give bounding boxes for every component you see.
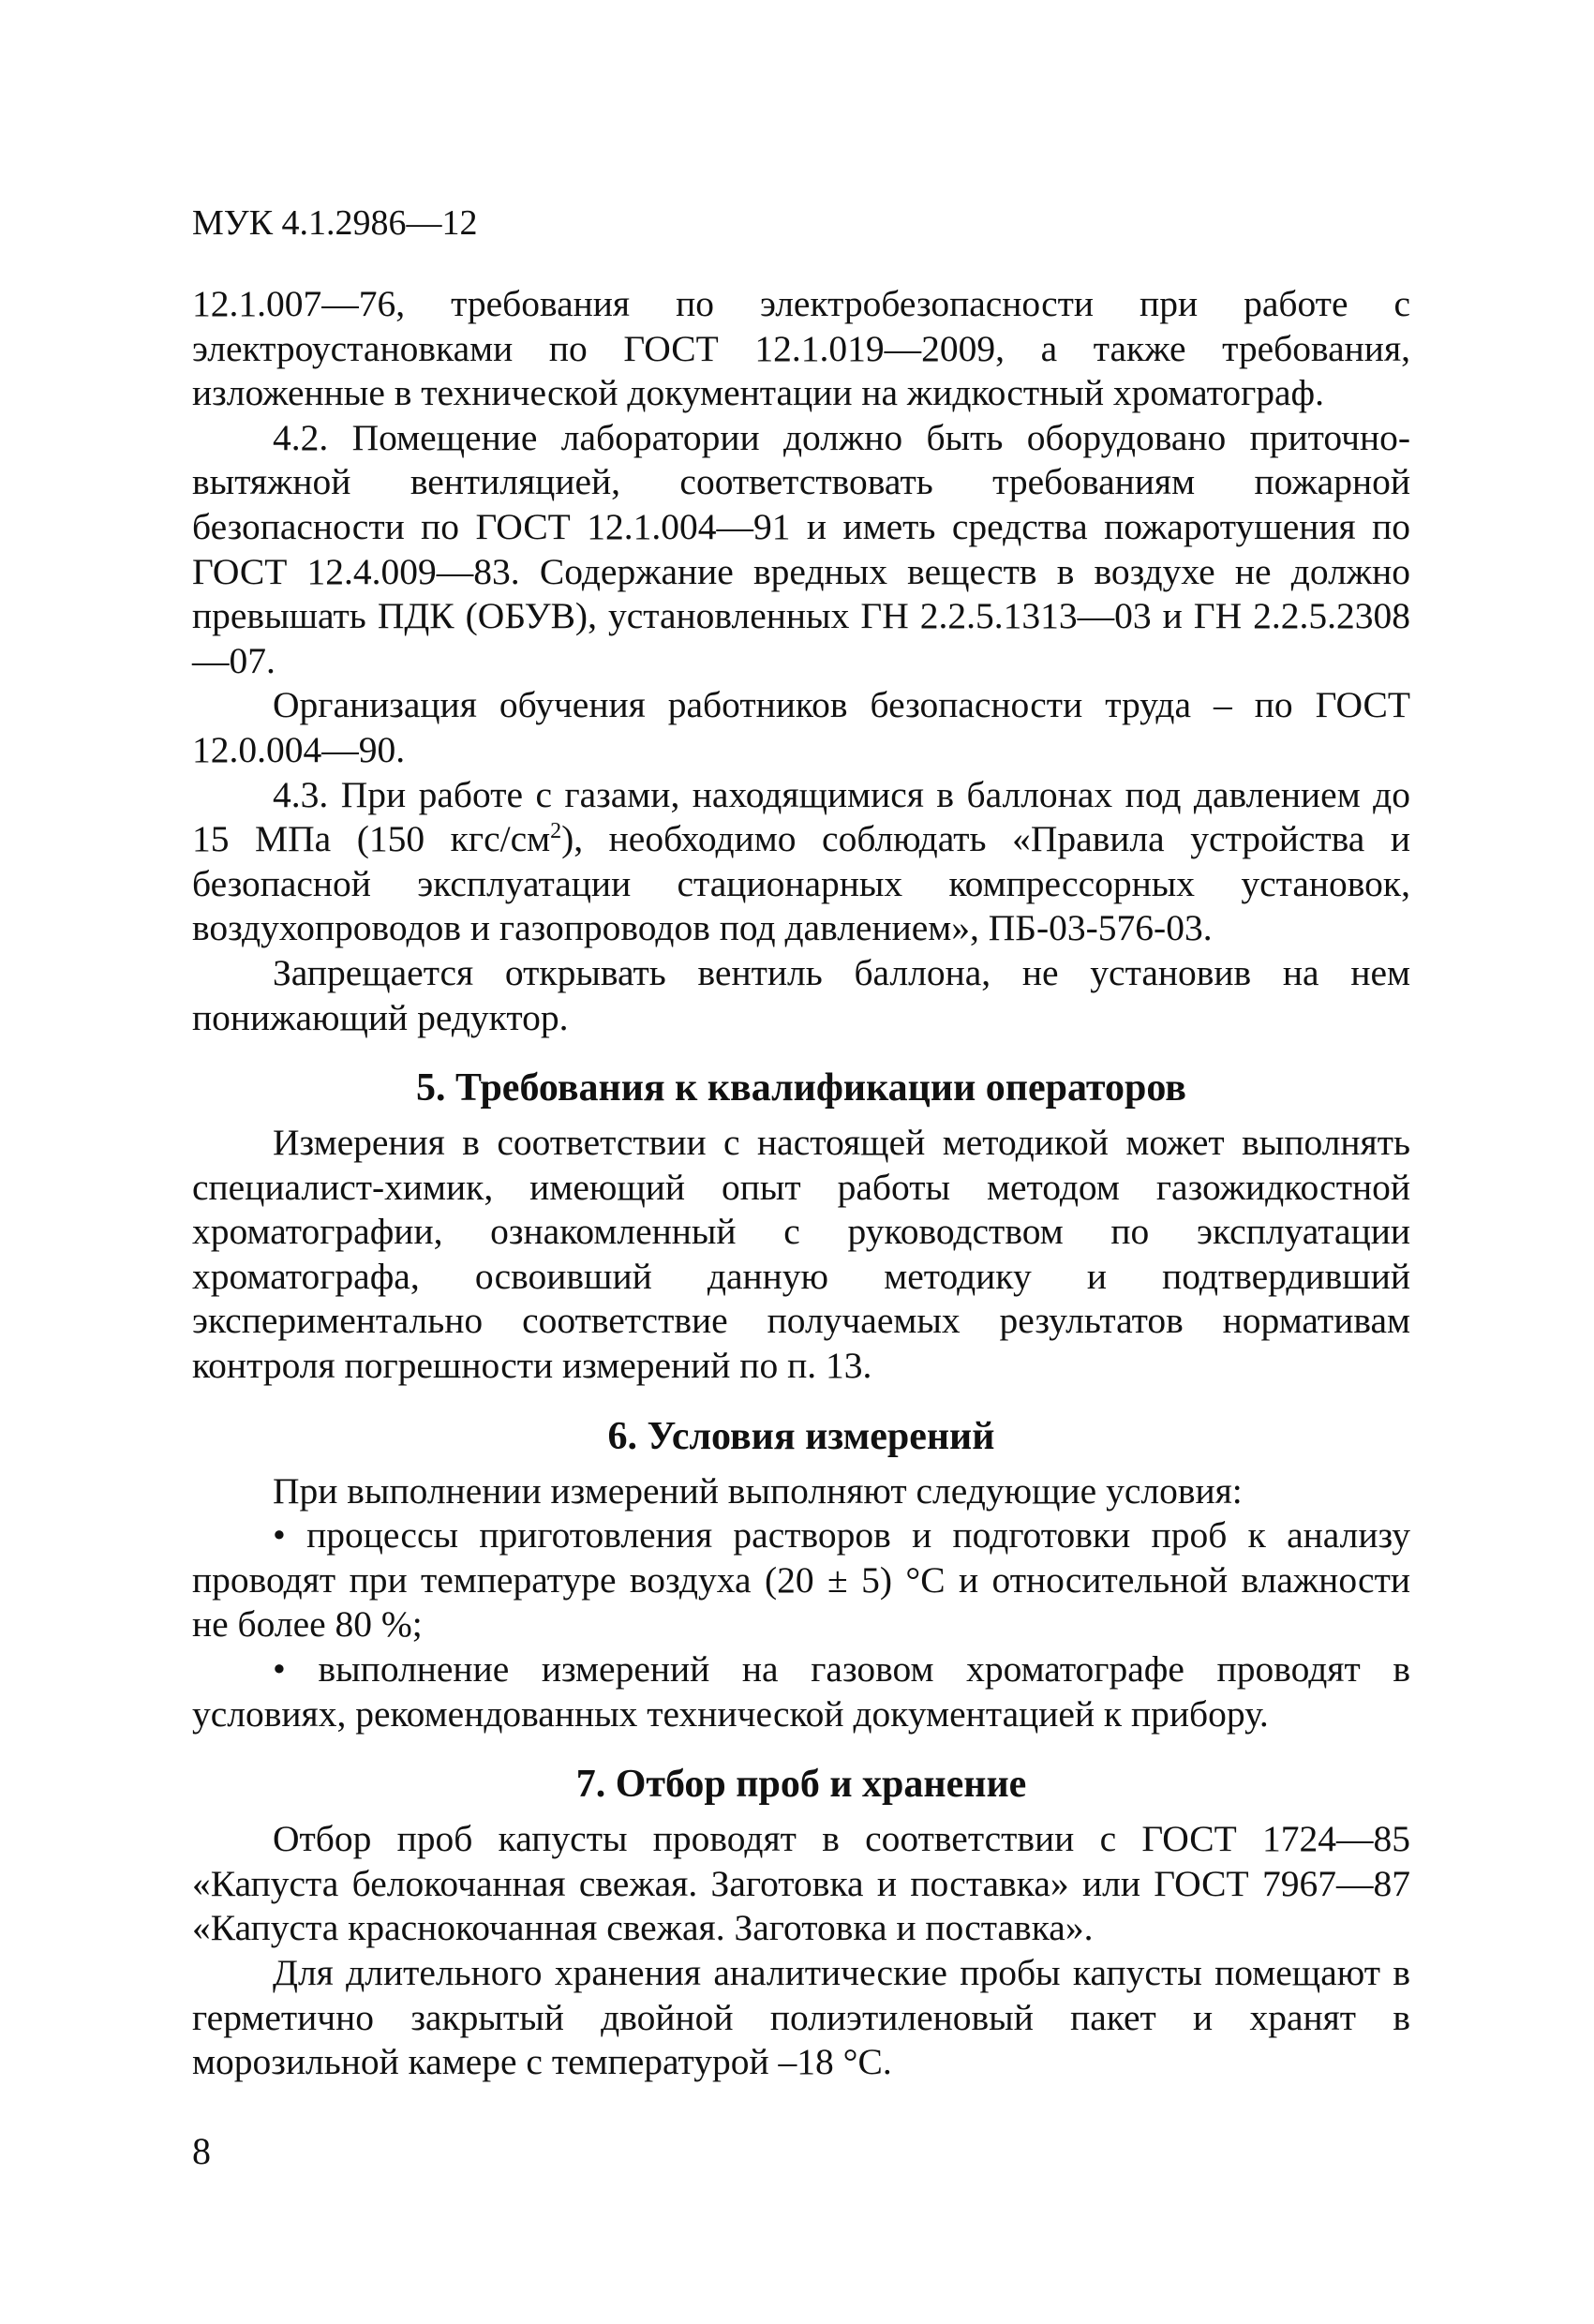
bullet-icon: • [273,1514,286,1557]
page-number: 8 [192,2130,211,2172]
section-6-heading: 6. Условия измерений [607,1414,995,1458]
paragraph-training: Организация обучения работников безопасности труда – по ГОСТ 12.0.004—90. [192,684,1410,770]
list-item [192,1513,1410,1647]
bullet-icon: • [273,1648,286,1691]
section-7-text-2: Для длительного хранения аналитические пробы капусты помещают в герметично закрытый двойной полиэтиленовый пакет и хранят в морозильной камере с температурой –18 °С. [192,1952,1410,2083]
bullet-text: выполнение измерений на газовом хроматографе проводят в условиях, рекомендованных технической документацией к прибору. [192,1648,1411,1735]
paragraph-4-2: 4.2. Помещение лаборатории должно быть оборудовано приточно-вытяжной вентиляцией, соответствовать требованиям пожарной безопасности по ГОСТ 12.1.004—91 и иметь средства пожаротушения по ГОСТ 12.4.009—83. Содержание вредных веществ в воздухе не должно превышать ПДК (ОБУВ), установленных ГН 2.2.5.1313—03 и ГН 2.2.5.2308—07. [192,416,1410,681]
paragraph-4-3-part2: ), необходимо соблюдать «Правила устройства и безопасной эксплуатации стационарных компрессорных установок, воздухопроводов и газопроводов под давлением», ПБ-03-576-03. [192,818,1410,949]
bullet-text: процессы приготовления растворов и подготовки проб к анализу проводят при температуре воздуха (20 ± 5) °С и относительной влажности не более 80 %; [192,1514,1410,1646]
document-page [192,183,1410,2085]
section-6-intro: При выполнении измерений выполняют следующие условия: [273,1469,1243,1512]
paragraph-safety-requirements: 12.1.007—76, требования по электробезопасности при работе с электроустановками по ГОСТ 12.1.019—2009, а также требования, изложенные в технической документации на жидкостный хроматограф. [192,283,1410,414]
paragraph-4-3 [192,773,1410,951]
document-code: МУК 4.1.2986—12 [192,203,478,243]
paragraph-valve-warning: Запрещается открывать вентиль баллона, не установив на нем понижающий редуктор. [192,951,1410,1038]
section-5-heading: 5. Требования к квалификации операторов [416,1066,1186,1110]
section-7-heading: 7. Отбор проб и хранение [575,1763,1027,1807]
section-5-text: Измерения в соответствии с настоящей методикой может выполнять специалист-химик, имеющий опыт работы методом газожидкостной хроматографии, ознакомленный с руководством по эксплуатации хроматографа, освоивший данную методику и подтвердивший экспериментально соответствие получаемых результатов нормативам контроля погрешности измерений по п. 13. [192,1122,1410,1387]
paragraph-4-3-part1: 4.3. При работе с газами, находящимися в баллонах под давлением до 15 МПа (150 кгс/см [192,773,1410,860]
list-item [192,1647,1410,1736]
section-7-text-1: Отбор проб капусты проводят в соответствии с ГОСТ 1724—85 «Капуста белокочанная свежая. Заготовка и поставка» или ГОСТ 7967—87 «Капуста краснокочанная свежая. Заготовка и поставка». [192,1818,1410,1949]
superscript-2: 2 [550,818,562,843]
